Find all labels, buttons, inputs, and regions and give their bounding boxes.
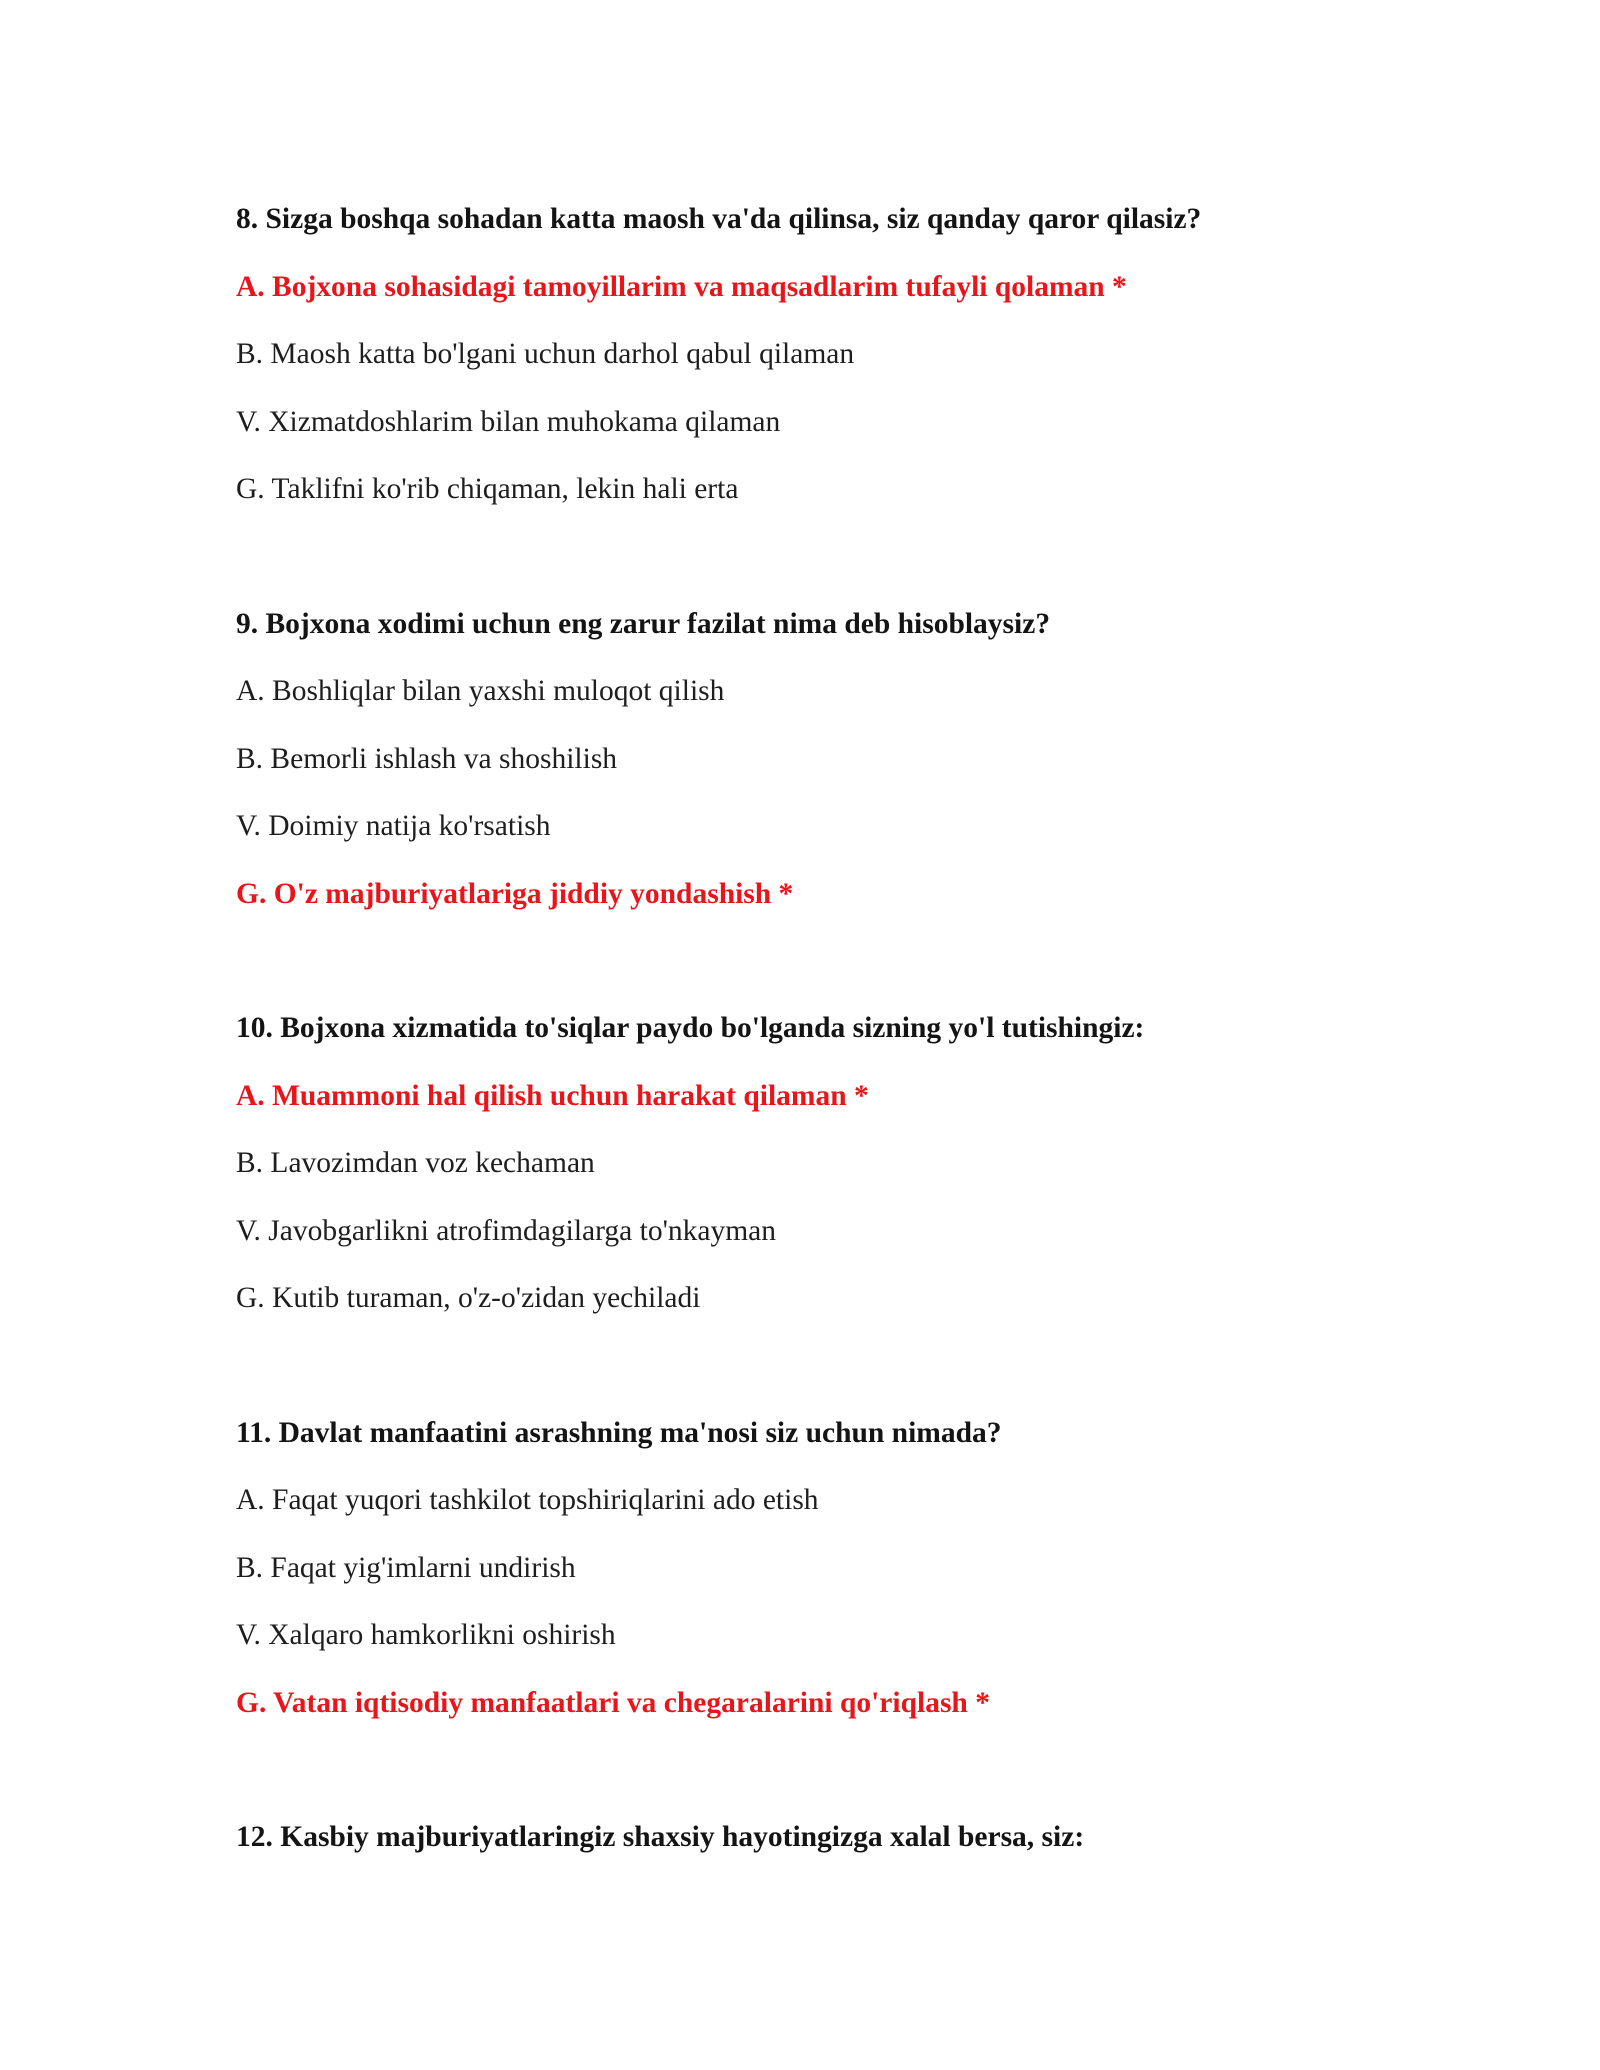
option-a-correct: A. Muammoni hal qilish uchun harakat qilaman * xyxy=(236,1079,869,1112)
option-b: B. Faqat yig'imlarni undirish xyxy=(236,1551,576,1584)
option-b: B. Lavozimdan voz kechaman xyxy=(236,1147,595,1179)
option-a: A. Boshliqlar bilan yaxshi muloqot qilish xyxy=(236,675,725,707)
question-9 xyxy=(236,591,1436,929)
option-g-correct: G. Vatan iqtisodiy manfaatlari va chegaralarini qo'riqlash * xyxy=(236,1686,990,1719)
option-v: V. Xalqaro hamkorlikni oshirish xyxy=(236,1619,616,1651)
option-a: A. Faqat yuqori tashkilot topshiriqlarini ado etish xyxy=(236,1484,819,1516)
option-b: B. Maosh katta bo'lgani uchun darhol qabul qilaman xyxy=(236,338,855,370)
question-text: 9. Bojxona xodimi uchun eng zarur fazilat nima deb hisoblaysiz? xyxy=(236,607,1051,640)
option-v: V. Javobgarlikni atrofimdagilarga to'nkayman xyxy=(236,1214,777,1247)
question-12 xyxy=(236,1804,1436,1872)
question-list xyxy=(236,186,1436,1939)
option-g-correct: G. O'z majburiyatlariga jiddiy yondashish * xyxy=(236,877,794,910)
option-v: V. Xizmatdoshlarim bilan muhokama qilaman xyxy=(236,405,781,438)
question-text: 12. Kasbiy majburiyatlaringiz shaxsiy hayotingizga xalal bersa, siz: xyxy=(236,1821,1085,1853)
option-a-correct: A. Bojxona sohasidagi tamoyillarim va maqsadlarim tufayli qolaman * xyxy=(236,270,1127,303)
option-b: B. Bemorli ishlash va shoshilish xyxy=(236,742,618,775)
question-text: 10. Bojxona xizmatida to'siqlar paydo bo'lganda sizning yo'l tutishingiz: xyxy=(236,1012,1145,1044)
question-8 xyxy=(236,186,1436,524)
question-10 xyxy=(236,995,1436,1333)
question-text: 8. Sizga boshqa sohadan katta maosh va'da qilinsa, siz qanday qaror qilasiz? xyxy=(236,203,1202,235)
option-g: G. Taklifni ko'rib chiqaman, lekin hali erta xyxy=(236,473,739,505)
question-11 xyxy=(236,1400,1436,1738)
option-g: G. Kutib turaman, o'z-o'zidan yechiladi xyxy=(236,1282,701,1314)
option-v: V. Doimiy natija ko'rsatish xyxy=(236,810,551,842)
question-text: 11. Davlat manfaatini asrashning ma'nosi siz uchun nimada? xyxy=(236,1416,1002,1449)
